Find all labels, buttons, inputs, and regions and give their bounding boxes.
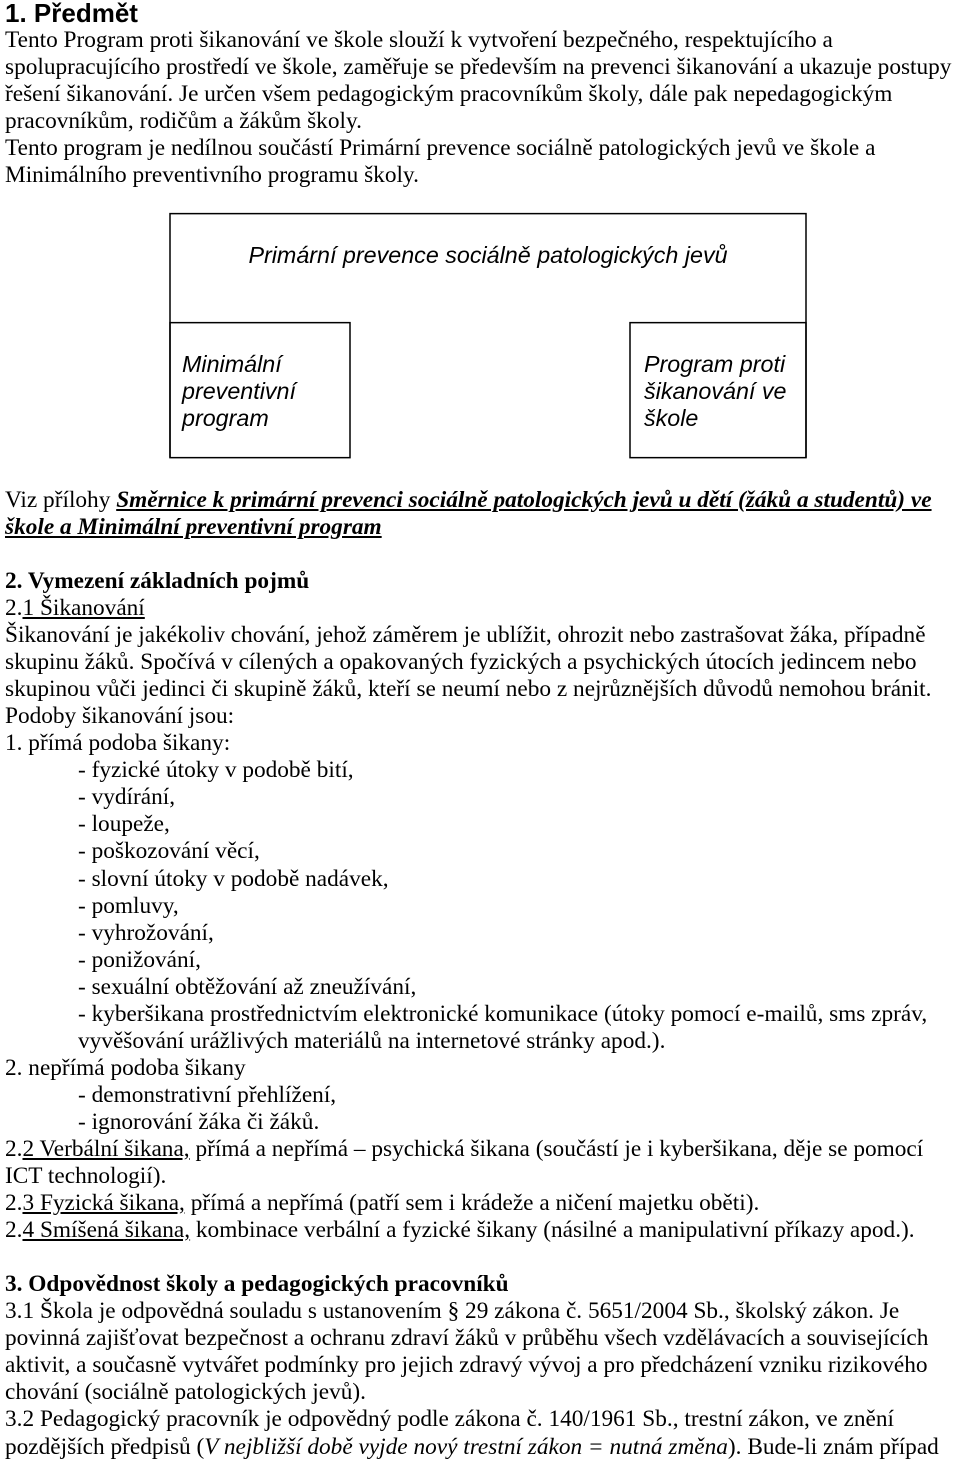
paragraph-line: aktivit, a současně vytvářet podmínky pro jejich zdravý vývoj a pro předcházení vzniku rizikového xyxy=(5,1352,928,1379)
subsection-2-2 xyxy=(5,1136,955,1163)
list-item: - kyberšikana prostřednictvím elektronické komunikace (útoky pomocí e-mailů, sms zpráv, xyxy=(78,1000,928,1027)
section-2-heading: 2. Vymezení základních pojmů xyxy=(5,568,310,595)
subsection-number: 2. xyxy=(5,1136,23,1162)
list-item: - sexuální obtěžování až zneužívání, xyxy=(78,973,417,1000)
section-3-heading: 3. Odpovědnost školy a pedagogických pracovníků xyxy=(5,1271,509,1298)
paragraph-line: chování (sociálně patologických jevů). xyxy=(5,1379,366,1406)
paragraph-line: 3.1 Škola je odpovědná souladu s ustanovením § 29 zákona č. 5651/2004 Sb., školský zákon. Je xyxy=(5,1298,900,1325)
attachments-line xyxy=(5,487,955,514)
list-item-continuation: vyvěšování urážlivých materiálů na internetové stránky apod.). xyxy=(78,1027,666,1054)
attachments-prefix: Viz přílohy xyxy=(5,486,117,513)
indirect-form-label: 2. nepřímá podoba šikany xyxy=(5,1054,246,1081)
subsection-2-1-heading xyxy=(5,595,955,622)
subsection-number: 2. xyxy=(5,595,23,622)
subsection-text: přímá a nepřímá – psychická šikana (součástí je i kyberšikana, děje se pomocí xyxy=(189,1136,924,1162)
list-item: - ignorování žáka či žáků. xyxy=(78,1108,320,1135)
paragraph-line: Tento program je nedílnou součástí Primární prevence sociálně patologických jevů ve škole a xyxy=(5,135,876,162)
attachments-reference: škole a Minimální preventivní program xyxy=(5,513,382,540)
diagram-left-label-line: preventivní xyxy=(182,378,296,405)
diagram-top-label: Primární prevence sociálně patologických jevů xyxy=(248,242,728,269)
subsection-title: 1 Šikanování xyxy=(22,595,145,622)
paragraph-line xyxy=(5,1434,955,1461)
blank-line xyxy=(5,541,960,568)
list-item: - vyhrožování, xyxy=(78,919,214,946)
subsection-2-3 xyxy=(5,1190,955,1217)
paragraph-line: řešení šikanování. Je určen všem pedagogickým pracovníkům školy, dále pak nepedagogickým xyxy=(5,81,893,108)
list-item: - poškozování věcí, xyxy=(78,838,260,865)
paragraph-line: 3.2 Pedagogický pracovník je odpovědný podle zákona č. 140/1961 Sb., trestní zákon, ve znění xyxy=(5,1406,894,1433)
list-item: - fyzické útoky v podobě bití, xyxy=(78,757,354,784)
subsection-title: 3 Fyzická šikana, xyxy=(22,1190,185,1217)
paragraph-text: pozdějších předpisů ( xyxy=(5,1433,205,1460)
list-item: - demonstrativní přehlížení, xyxy=(78,1081,337,1108)
diagram-right-label-line: šikanování ve xyxy=(644,378,787,405)
paragraph-line: ICT technologií). xyxy=(5,1163,167,1190)
diagram-right-label xyxy=(644,351,786,432)
diagram-left-label-line: Minimální xyxy=(182,351,282,378)
section-1-heading: 1. Předmět xyxy=(5,0,138,28)
paragraph-line: skupinu žáků. Spočívá v cílených a opakovaných fyzických a psychických útocích jedincem nebo xyxy=(5,649,917,676)
paragraph-line: Šikanování je jakékoliv chování, jehož záměrem je ublížit, ohrozit nebo zastrašovat žáka, případně xyxy=(5,622,926,649)
paragraph-line: pracovníkům, rodičům a žákům školy. xyxy=(5,108,362,135)
paragraph-text: ). Bude-li znám případ xyxy=(727,1433,939,1460)
paragraph-line: spolupracujícího prostředí ve škole, zaměřuje se především na prevenci šikanování a ukazuje postupy xyxy=(5,54,952,81)
subsection-number: 2. xyxy=(5,1190,23,1217)
subsection-text: kombinace verbální a fyzické šikany (násilné a manipulativní příkazy apod.). xyxy=(190,1217,915,1244)
list-item: - vydírání, xyxy=(78,784,176,811)
prevention-diagram xyxy=(0,189,960,487)
diagram-left-label xyxy=(182,351,296,432)
list-item: - pomluvy, xyxy=(78,892,179,919)
paragraph-line: skupinou vůči jedinci či skupině žáků, kteří se neumí nebo z nejrůznějších důvodů nemohou bránit. xyxy=(5,676,932,703)
diagram-right-label-line: škole xyxy=(644,405,699,432)
list-item: - loupeže, xyxy=(78,811,170,838)
subsection-number: 2. xyxy=(5,1217,23,1244)
diagram-right-label-line: Program proti xyxy=(644,351,786,378)
paragraph-line: Podoby šikanování jsou: xyxy=(5,703,235,730)
subsection-title: 2 Verbální šikana, xyxy=(22,1136,190,1162)
direct-form-label: 1. přímá podoba šikany: xyxy=(5,730,231,757)
list-item: - slovní útoky v podobě nadávek, xyxy=(78,865,389,892)
attachments-reference: Směrnice k primární prevenci sociálně patologických jevů u dětí (žáků a studentů) ve xyxy=(116,486,932,513)
diagram-frame xyxy=(0,189,960,486)
subsection-text: přímá a nepřímá (patří sem i krádeže a ničení majetku oběti). xyxy=(184,1190,760,1217)
subsection-2-4 xyxy=(5,1217,955,1244)
subsection-title: 4 Smíšená šikana, xyxy=(22,1217,191,1244)
paragraph-italic-note: V nejbližší době vyjde nový trestní zákon = nutná změna xyxy=(204,1433,728,1460)
paragraph-line: Tento Program proti šikanování ve škole slouží k vytvoření bezpečného, respektujícího a xyxy=(5,27,833,54)
paragraph-line: povinná zajišťovat bezpečnost a ochranu zdraví žáků v průběhu všech vzdělávacích a souvisejících xyxy=(5,1325,929,1352)
paragraph-line: Minimálního preventivního programu školy. xyxy=(5,162,419,189)
blank-line xyxy=(5,1244,960,1271)
list-item: - ponižování, xyxy=(78,946,201,973)
diagram-left-label-line: program xyxy=(182,405,269,432)
